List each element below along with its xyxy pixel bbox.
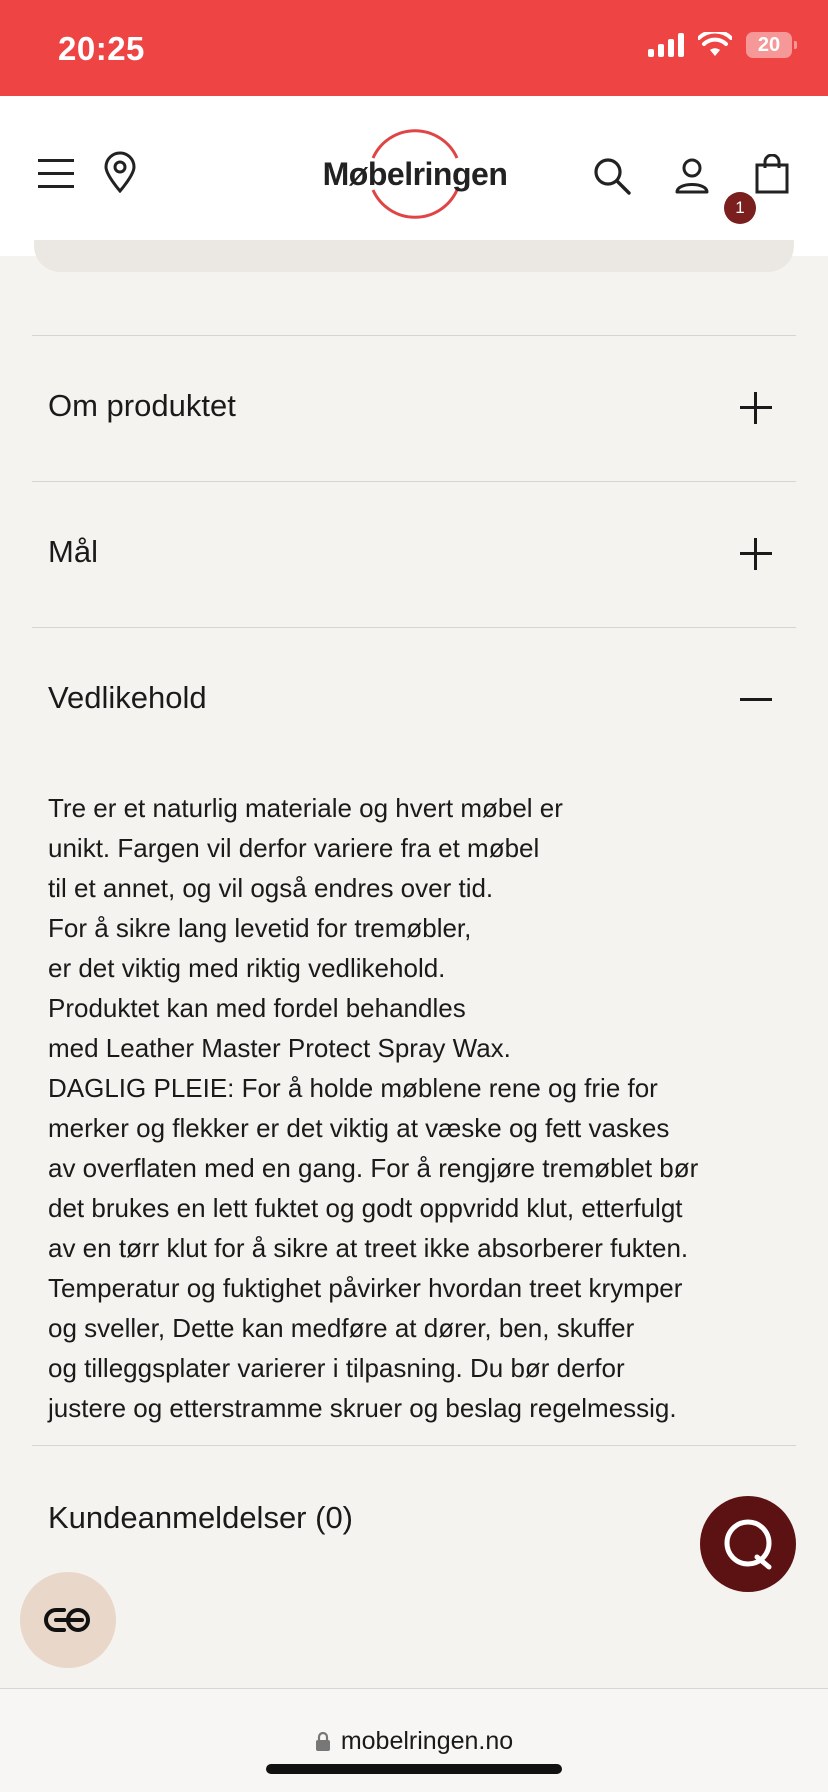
browser-url-bar[interactable] [0, 1688, 828, 1792]
site-logo[interactable] [310, 124, 520, 224]
search-icon[interactable] [592, 156, 632, 196]
text-line: Produktet kan med fordel behandles [48, 993, 466, 1023]
logo-text: Møbelringen [322, 155, 508, 192]
text-line: er det viktig med riktig vedlikehold. [48, 953, 446, 983]
text-line: med Leather Master Protect Spray Wax. [48, 1033, 511, 1063]
text-line: og sveller, Dette kan medføre at dører, ben, skuffer [48, 1313, 635, 1343]
accessibility-button[interactable] [20, 1572, 116, 1668]
accordion-title[interactable]: Om produktet [48, 388, 236, 423]
cart-count-badge: 1 [724, 192, 756, 224]
text-line: Tre er et naturlig materiale og hvert møbel er [48, 793, 563, 823]
url-display[interactable] [0, 1727, 828, 1756]
divider [32, 335, 796, 336]
status-bar [0, 0, 828, 96]
plus-icon[interactable] [738, 390, 774, 426]
shopping-bag-icon[interactable] [752, 152, 792, 196]
text-line: Temperatur og fuktighet påvirker hvordan treet krymper [48, 1273, 683, 1303]
previous-section-card [34, 240, 794, 272]
text-line: av overflaten med en gang. For å rengjøre tremøblet bør [48, 1153, 699, 1183]
url-text: mobelringen.no [340, 1727, 514, 1755]
menu-icon[interactable] [36, 154, 76, 194]
text-line: For å sikre lang levetid for tremøbler, [48, 913, 472, 943]
accordion-title[interactable]: Vedlikehold [48, 680, 207, 715]
text-line: merker og flekker er det viktig at væske og fett vaskes [48, 1113, 670, 1143]
status-icons [648, 32, 792, 58]
maintenance-text [48, 788, 788, 1428]
text-line: av en tørr klut for å sikre at treet ikke absorberer fukten. [48, 1233, 689, 1263]
accordion-title[interactable]: Kundeanmeldelser (0) [48, 1500, 354, 1535]
accessibility-icon [42, 1606, 94, 1634]
chat-button[interactable] [700, 1496, 796, 1592]
user-icon[interactable] [672, 156, 712, 196]
text-line: og tilleggsplater varierer i tilpasning. Du bør derfor [48, 1353, 625, 1383]
location-pin-icon[interactable] [100, 150, 140, 194]
text-line: DAGLIG PLEIE: For å holde møblene rene og frie for [48, 1073, 658, 1103]
home-indicator[interactable] [266, 1764, 562, 1774]
site-header [0, 96, 828, 256]
cellular-signal-icon [648, 33, 684, 57]
divider [32, 481, 796, 482]
text-line: til et annet, og vil også endres over tid. [48, 873, 494, 903]
battery-level: 20 [757, 33, 781, 56]
text-line: det brukes en lett fuktet og godt oppvridd klut, etterfulgt [48, 1193, 683, 1223]
text-line: unikt. Fargen vil derfor variere fra et møbel [48, 833, 540, 863]
lock-icon [315, 1732, 331, 1752]
divider [32, 627, 796, 628]
minus-icon[interactable] [738, 682, 774, 718]
accordion-title[interactable]: Mål [48, 534, 98, 569]
chat-icon [721, 1517, 775, 1571]
wifi-icon [698, 32, 732, 58]
divider [32, 1445, 796, 1446]
text-line: justere og etterstramme skruer og beslag regelmessig. [48, 1393, 677, 1423]
battery-icon [746, 32, 792, 58]
status-time: 20:25 [58, 30, 145, 67]
plus-icon[interactable] [738, 536, 774, 572]
